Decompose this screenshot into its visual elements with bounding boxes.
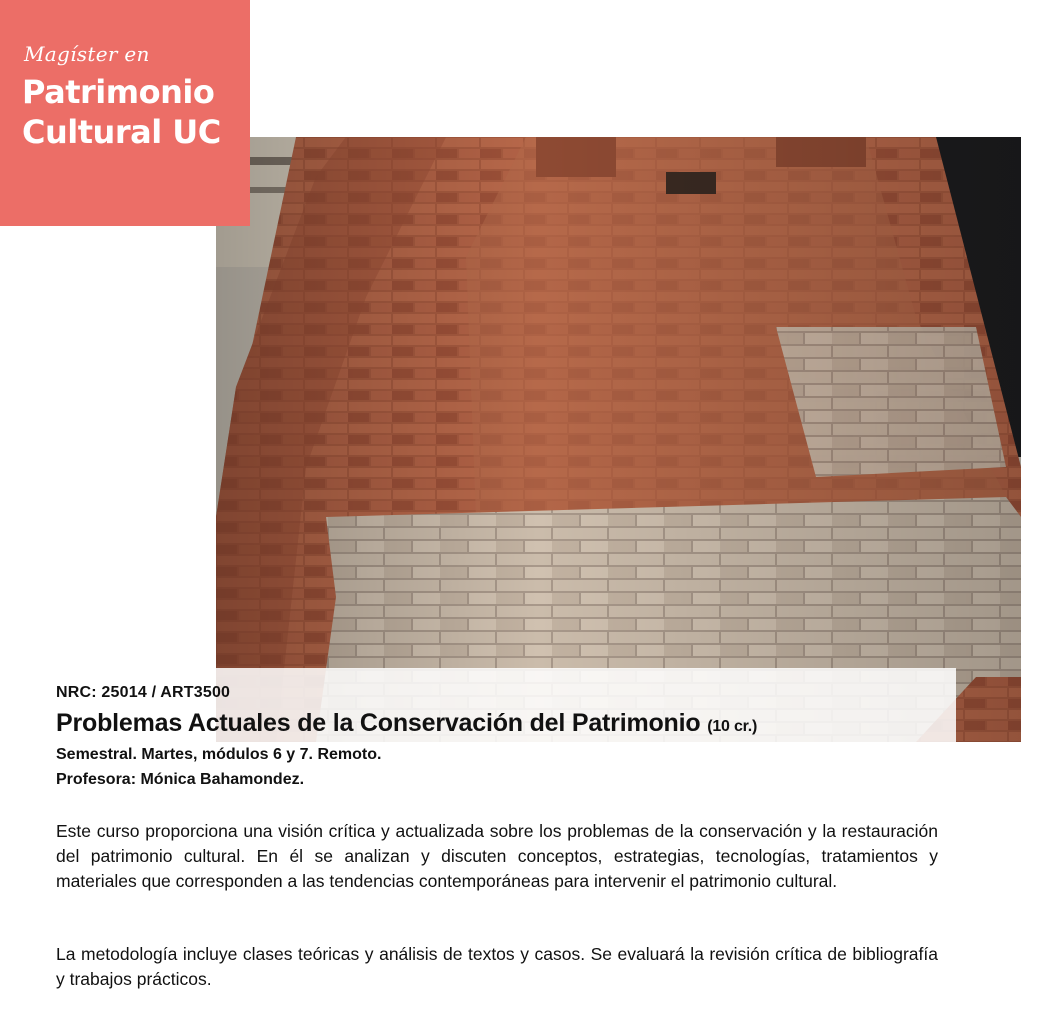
course-title-line: [56, 709, 757, 738]
brick-wall-photo: [216, 137, 1021, 742]
course-title: Problemas Actuales de la Conservación del Patrimonio: [56, 709, 701, 737]
course-professor: Profesora: Mónica Bahamondez.: [56, 771, 305, 788]
course-code: NRC: 25014 / ART3500: [56, 684, 231, 701]
badge-prefix: Magíster en: [24, 42, 150, 66]
brick-wall-illustration: [216, 137, 1021, 742]
badge-title: Patrimonio Cultural UC: [22, 73, 221, 151]
description-paragraph-1: Este curso proporciona una visión crítica y actualizada sobre los problemas de la conservación y la restauración del patrimonio cultural. En él se analizan y discuten conceptos, estrategias, tecnologías, tratamientos y materiales que corresponden a las tendencias contemporáneas para intervenir el patrimonio cultural.: [56, 821, 938, 891]
course-credits: (10 cr.): [707, 718, 758, 735]
program-badge: [0, 0, 250, 226]
course-schedule: Semestral. Martes, módulos 6 y 7. Remoto.: [56, 746, 382, 763]
description-paragraph-2: La metodología incluye clases teóricas y análisis de textos y casos. Se evaluará la revisión crítica de bibliografía y trabajos prácticos.: [56, 944, 938, 989]
